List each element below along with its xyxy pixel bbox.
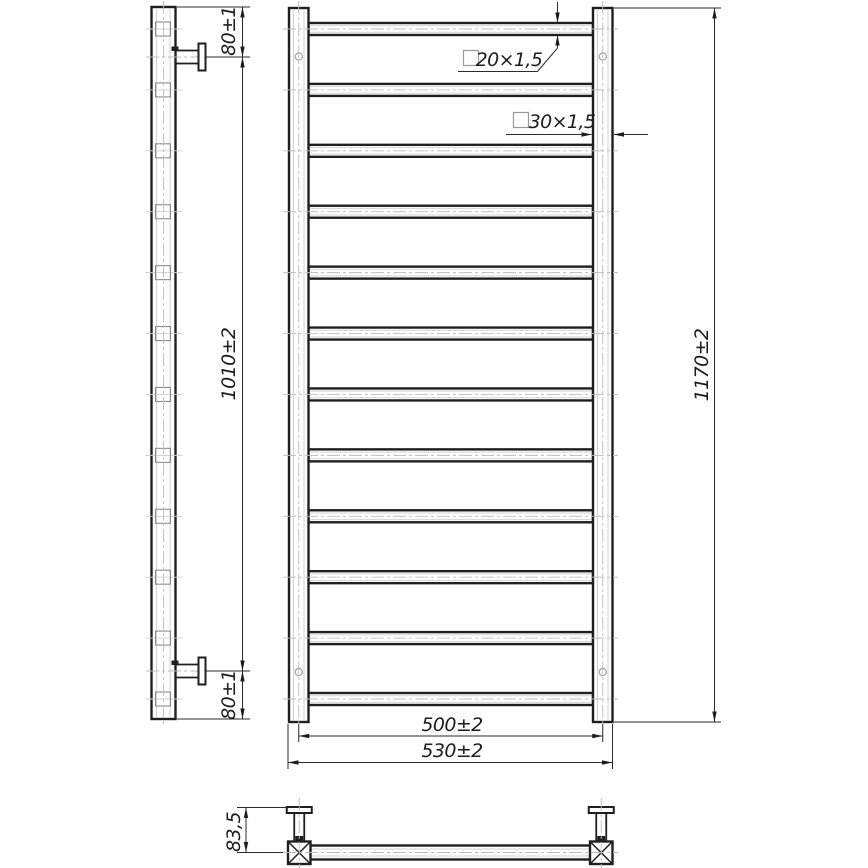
width-dimensions	[288, 714, 613, 769]
dim-label-bottom-offset: 80±1	[218, 670, 240, 720]
wall-plate	[199, 44, 206, 71]
callout-post-30x15	[506, 111, 648, 135]
callout-post-label: 30×1,5	[528, 111, 596, 133]
dim-label-bracket-span: 1010±2	[218, 327, 240, 401]
arrowhead-icon	[592, 734, 603, 738]
arrowhead-icon	[240, 57, 244, 68]
arrowhead-icon	[555, 13, 559, 24]
arrowhead-icon	[240, 709, 244, 720]
dim-label-height: 1170±2	[691, 328, 713, 402]
bracket-collar	[172, 661, 179, 666]
side-dimensions	[177, 6, 250, 720]
bracket-collar	[172, 47, 179, 52]
post-section-left	[287, 798, 312, 868]
dim-label-top-offset: 80±1	[218, 6, 240, 56]
front-view	[283, 1, 721, 769]
arrowhead-icon	[240, 47, 244, 58]
dim-label-centers: 500±2	[421, 714, 483, 736]
arrowhead-icon	[712, 712, 716, 723]
arrowhead-icon	[240, 7, 244, 18]
post-section-right	[589, 798, 614, 868]
depth-dimension	[223, 808, 286, 853]
arrowhead-icon	[299, 734, 310, 738]
arrowhead-icon	[614, 132, 625, 136]
arrowhead-icon	[555, 35, 559, 46]
callout-rung-label: 20×1,5	[475, 49, 543, 71]
dim-label-overall: 530±2	[421, 740, 483, 762]
side-view	[145, 1, 250, 726]
bottom-view	[223, 798, 618, 868]
arrowhead-icon	[240, 671, 244, 682]
square-tube-symbol-icon	[514, 113, 529, 128]
callout-rung-20x15	[458, 2, 558, 72]
wall-plate	[199, 658, 206, 685]
arrowhead-icon	[288, 760, 299, 764]
arrowhead-icon	[602, 760, 613, 764]
height-dimension	[614, 8, 721, 722]
arrowhead-icon	[712, 8, 716, 19]
arrowhead-icon	[240, 661, 244, 672]
dim-label-depth: 83,5	[223, 812, 245, 852]
